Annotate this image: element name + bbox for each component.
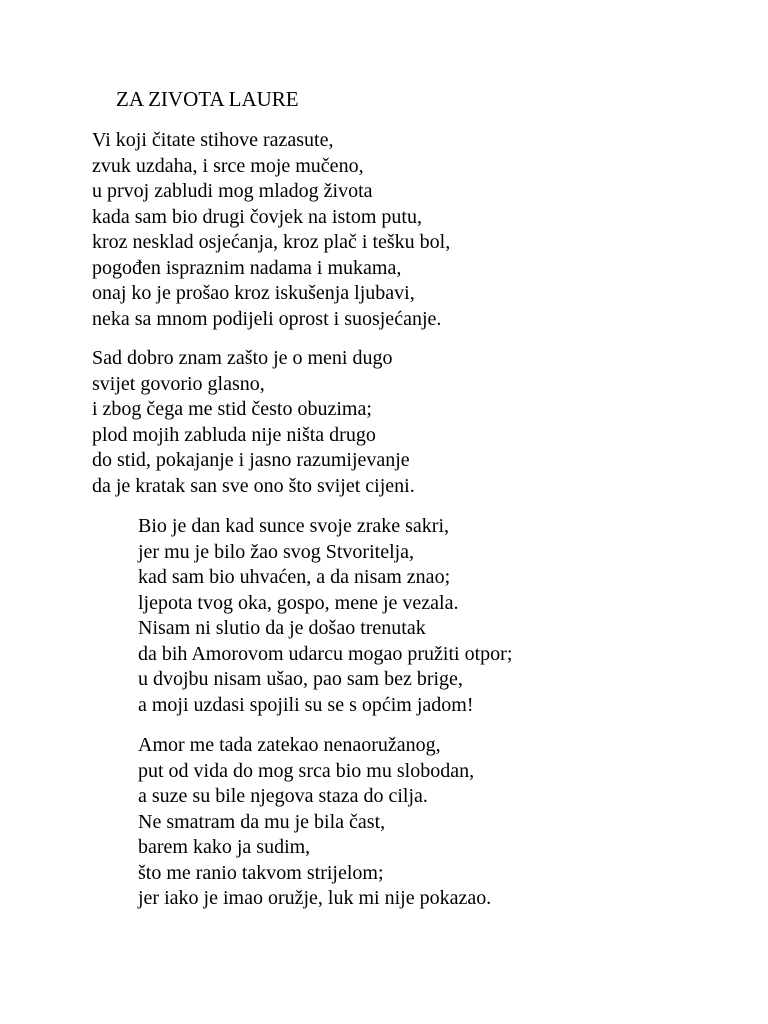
poem-line: pogođen ispraznim nadama i mukama,: [92, 256, 402, 279]
poem-line: kada sam bio drugi čovjek na istom putu,: [92, 205, 422, 228]
poem-line: da je kratak san sve ono što svijet cijeni.: [92, 474, 415, 497]
poem-line: u dvojbu nisam ušao, pao sam bez brige,: [138, 668, 463, 690]
poem-line: Ne smatram da mu je bila čast,: [138, 810, 386, 833]
stanza-3: [138, 514, 512, 718]
poem-line: Sad dobro znam zašto je o meni dugo: [92, 347, 393, 369]
poem-line: barem kako ja sudim,: [138, 836, 311, 858]
poem-line: jer mu je bilo žao svog Stvoritelja,: [138, 540, 415, 563]
poem-line: Vi koji čitate stihove razasute,: [92, 129, 334, 151]
poem-line: Bio je dan kad sunce svoje zrake sakri,: [138, 515, 450, 537]
poem-line: ljepota tvog oka, gospo, mene je vezala.: [138, 591, 459, 614]
poem-line: put od vida do mog srca bio mu slobodan,: [138, 759, 475, 782]
poem-line: da bih Amorovom udarcu mogao pružiti otpor;: [138, 642, 513, 665]
poem-line: a moji uzdasi spojili su se s općim jadom!: [138, 693, 474, 716]
poem-line: do stid, pokajanje i jasno razumijevanje: [92, 449, 410, 471]
stanza-2: [92, 346, 415, 499]
poem-line: Amor me tada zatekao nenaoružanog,: [138, 734, 441, 756]
poem-line: kroz nesklad osjećanja, kroz plač i tešku bol,: [92, 231, 451, 253]
poem-line: u prvoj zabludi mog mladog života: [92, 180, 373, 202]
poem-line: a suze su bile njegova staza do cilja.: [138, 785, 428, 807]
poem-line: Nisam ni slutio da je došao trenutak: [138, 617, 426, 639]
poem-line: onaj ko je prošao kroz iskušenja ljubavi,: [92, 282, 415, 304]
poem-line: i zbog čega me stid često obuzima;: [92, 398, 372, 420]
poem-line: što me ranio takvom strijelom;: [138, 861, 384, 884]
poem-line: svijet govorio glasno,: [92, 372, 265, 395]
stanza-4: [138, 733, 491, 912]
stanza-1: [92, 128, 450, 332]
poem-title: ZA ZIVOTA LAURE: [116, 87, 299, 111]
poem-line: neka sa mnom podijeli oprost i suosjećanje.: [92, 307, 442, 330]
poem-line: zvuk uzdaha, i srce moje mučeno,: [92, 154, 364, 177]
poem-line: jer iako je imao oružje, luk mi nije pokazao.: [138, 887, 492, 909]
poem-line: kad sam bio uhvaćen, a da nisam znao;: [138, 566, 451, 588]
poem-line: plod mojih zabluda nije ništa drugo: [92, 423, 376, 446]
